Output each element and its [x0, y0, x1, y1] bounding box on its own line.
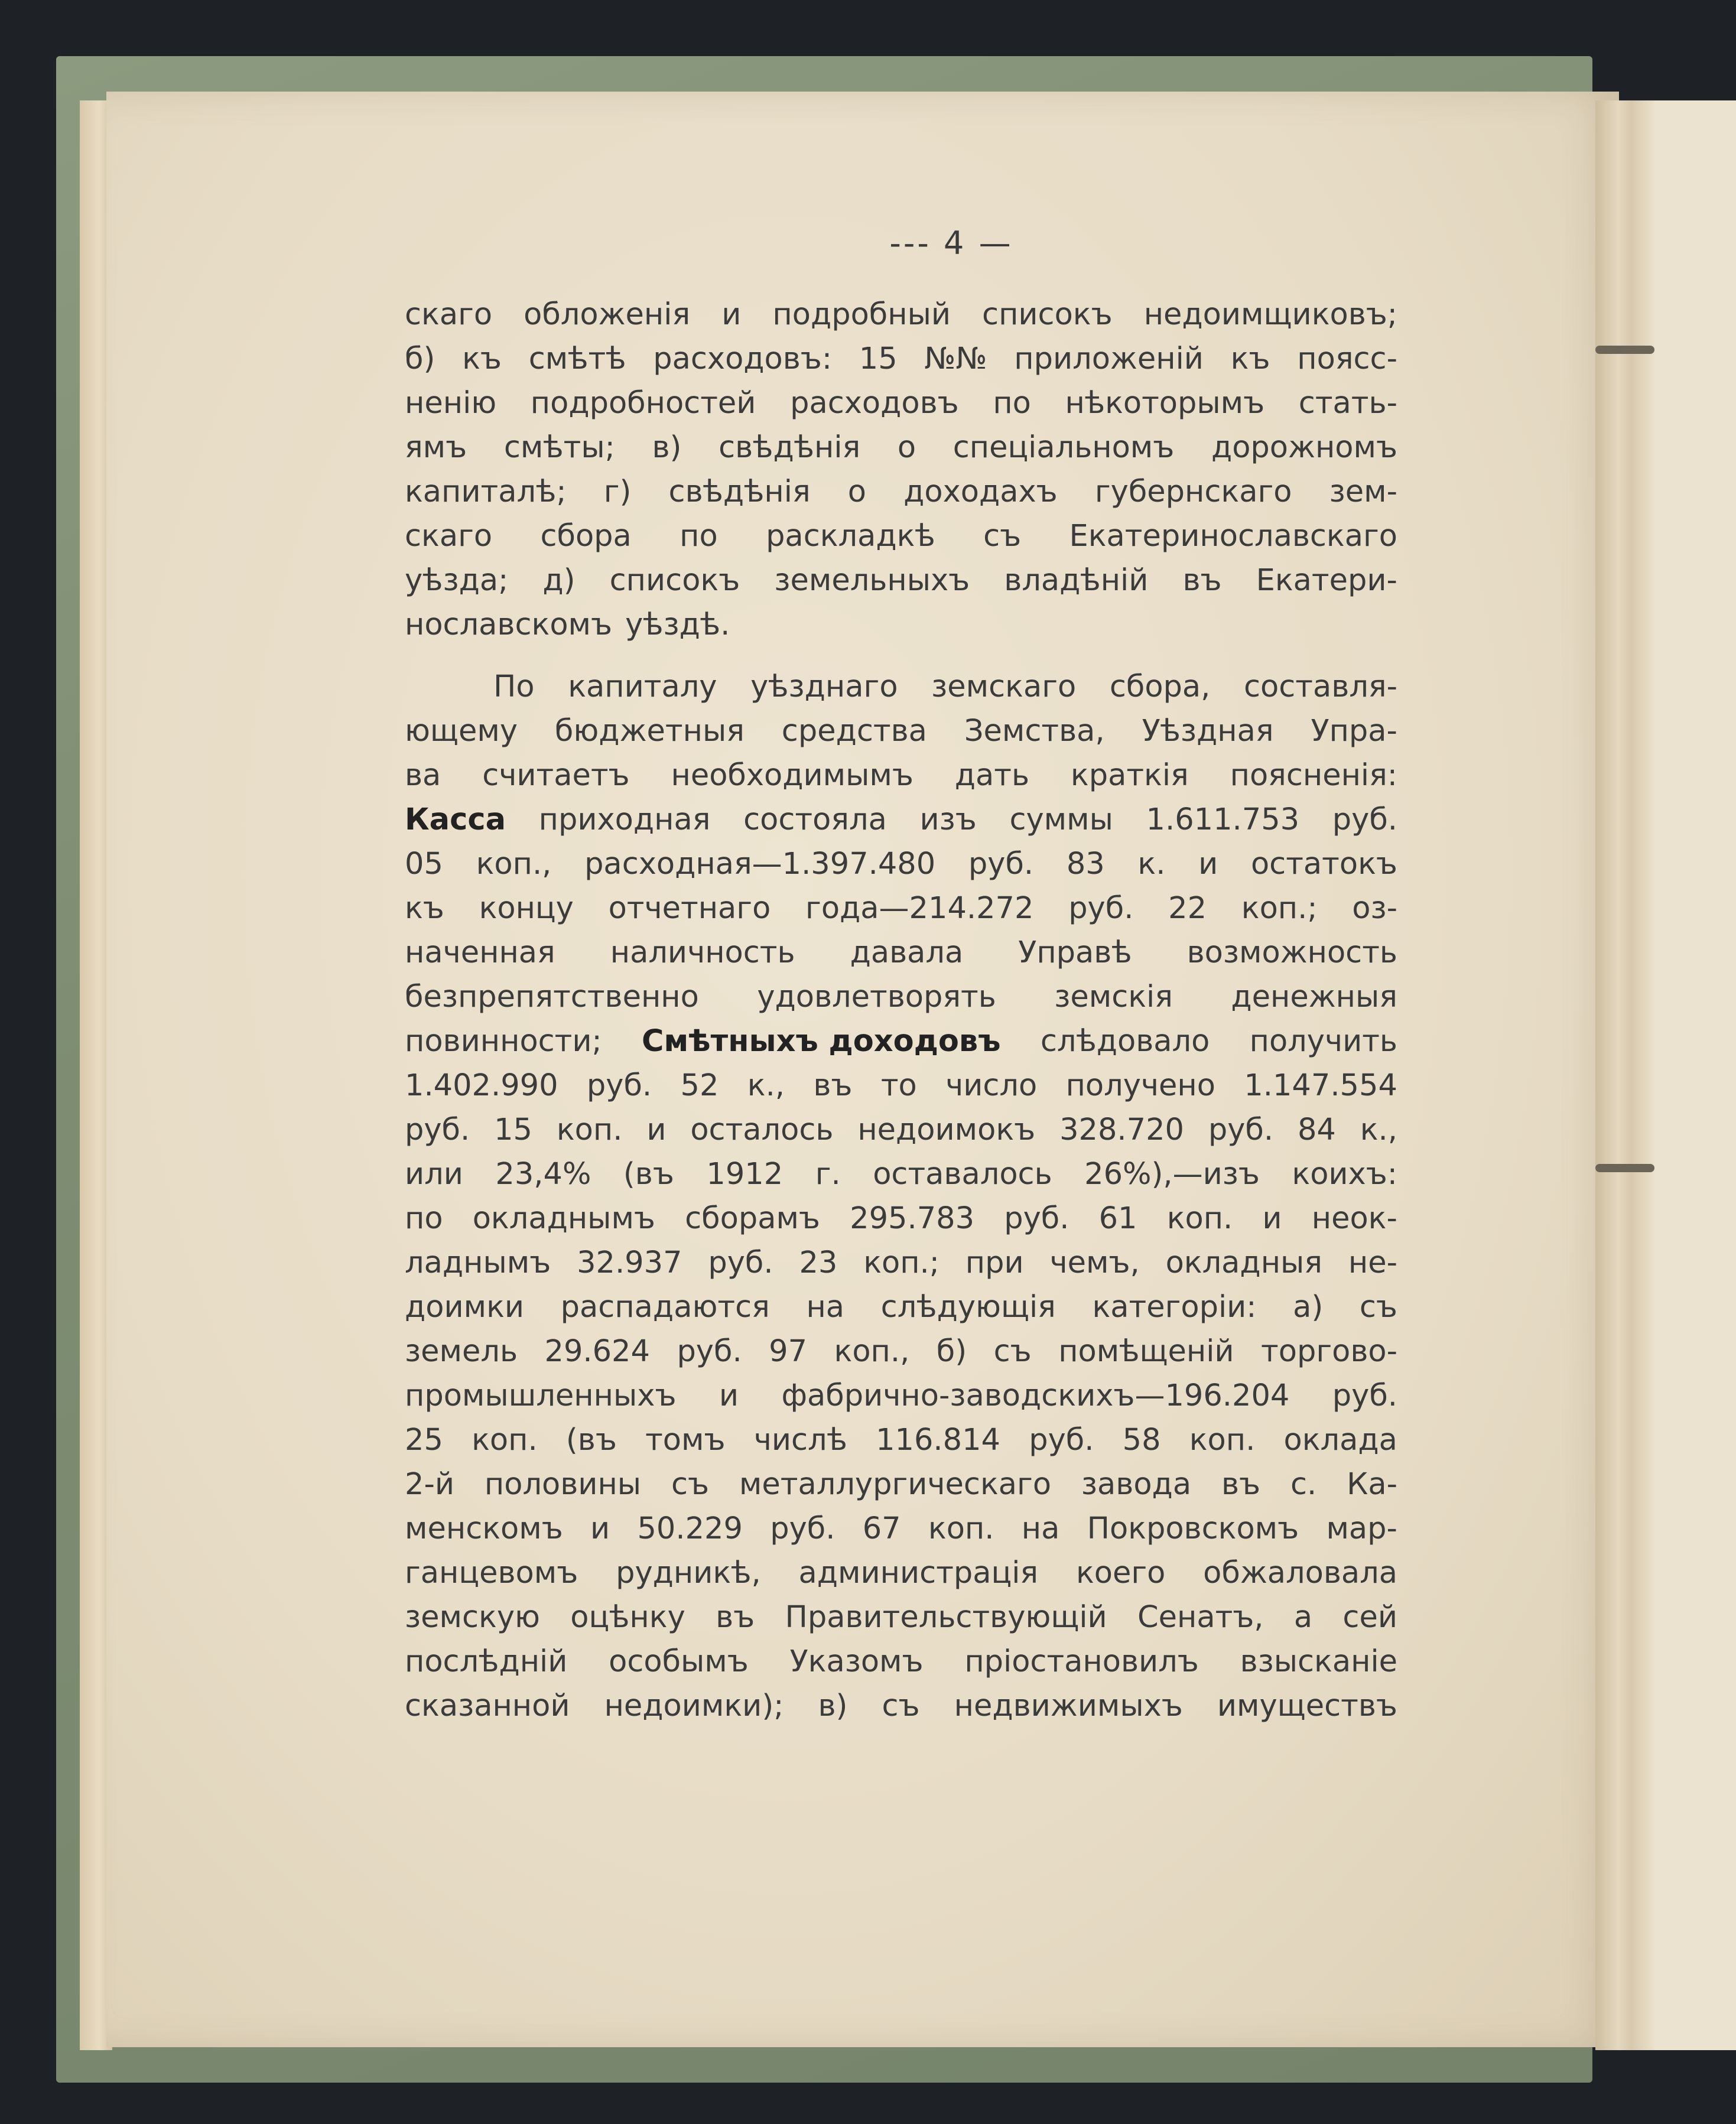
word: раскладкѣ [766, 519, 935, 554]
text-line [405, 753, 1397, 798]
word: необходимымъ [671, 758, 913, 793]
word: коп. [1166, 1201, 1233, 1236]
word: капиталѣ; [405, 474, 567, 509]
word: скаго [405, 519, 493, 554]
word: осталось [690, 1113, 834, 1147]
word: и [590, 1511, 610, 1546]
word: составля- [1244, 669, 1397, 704]
word: Упра- [1311, 714, 1397, 749]
word: и [1262, 1201, 1282, 1236]
word: давала [850, 935, 964, 970]
word: числѣ [753, 1423, 847, 1458]
word: 1.147.554 [1244, 1068, 1397, 1103]
word: помѣщеній [1058, 1334, 1234, 1369]
word: завода [1081, 1467, 1192, 1502]
word: по [993, 386, 1031, 421]
word: смѣтѣ [528, 341, 626, 376]
word: 328.720 [1059, 1113, 1184, 1147]
word: руб. [1068, 891, 1134, 926]
word: 1.611.753 [1146, 802, 1300, 837]
word: 25 [405, 1423, 443, 1458]
word: недоимки); [604, 1689, 784, 1723]
word: 295.783 [850, 1201, 975, 1236]
word: категоріи: [1092, 1290, 1257, 1325]
word: получить [1249, 1024, 1397, 1059]
text-line [405, 1551, 1397, 1595]
word: коп.; [1241, 891, 1318, 926]
word: администрація [798, 1556, 1039, 1590]
word: расходовъ: [653, 341, 833, 376]
word: считаетъ [482, 758, 630, 793]
word: капиталу [568, 669, 717, 704]
word: руб. [1332, 1378, 1397, 1413]
word: оставалось [873, 1157, 1052, 1192]
text-line [405, 1241, 1397, 1285]
word: ладнымъ [405, 1245, 551, 1280]
word: чемъ, [1049, 1245, 1140, 1280]
word: послѣдній [405, 1644, 568, 1679]
word: 1.402.990 [405, 1068, 558, 1103]
word: 61 [1098, 1201, 1137, 1236]
word: земскаго [931, 669, 1077, 704]
text-line [405, 1684, 1397, 1728]
word: сказанной [405, 1689, 570, 1723]
word: коего [1075, 1556, 1166, 1590]
text-line [405, 1196, 1397, 1241]
word: къ [1230, 341, 1270, 376]
word: д) [542, 563, 576, 598]
word: уѣздѣ. [625, 607, 730, 642]
word: ва [405, 758, 441, 793]
word: на [1021, 1511, 1060, 1546]
word: 23 [799, 1245, 838, 1280]
word: Касса [405, 802, 506, 837]
text-line [405, 292, 1397, 337]
word: доимки [405, 1290, 525, 1325]
word: уѣзднаго [750, 669, 898, 704]
word: 23,4% [495, 1157, 591, 1192]
word: остатокъ [1250, 847, 1397, 882]
word: ненію [405, 386, 497, 421]
text-line [405, 1329, 1397, 1374]
word: дать [954, 758, 1030, 793]
word: Земства, [964, 714, 1105, 749]
word: коп.; [863, 1245, 939, 1280]
word: оз- [1352, 891, 1397, 926]
word: 05 [405, 847, 443, 882]
text-line [405, 1063, 1397, 1108]
word: Указомъ [789, 1644, 924, 1679]
text-line [405, 381, 1397, 425]
word: подробностей [530, 386, 756, 421]
text-line [405, 975, 1397, 1019]
text-line [405, 1507, 1397, 1551]
text-line [405, 470, 1397, 514]
word: по [405, 1201, 443, 1236]
word: спеціальномъ [952, 430, 1175, 465]
word: обложенія [524, 297, 691, 332]
word: 15 [859, 341, 898, 376]
word: пріостановилъ [964, 1644, 1199, 1679]
word: коп. [928, 1511, 994, 1546]
word: состояла [743, 802, 887, 837]
next-page-edge [1654, 100, 1736, 2050]
binding-stitch [1595, 1164, 1654, 1172]
word: 84 [1297, 1113, 1336, 1147]
page-text [405, 292, 1397, 1728]
word: коп., [834, 1334, 910, 1369]
word: сбора [540, 519, 632, 554]
word: свѣдѣнія [668, 474, 811, 509]
word: концу [479, 891, 574, 926]
word: въ [1221, 1467, 1261, 1502]
word: зем- [1329, 474, 1397, 509]
word: поясс- [1297, 341, 1397, 376]
word: коп. [556, 1113, 623, 1147]
word: 2-й [405, 1467, 454, 1502]
word: распадаются [560, 1290, 770, 1325]
word: в) [652, 430, 682, 465]
word: по [680, 519, 718, 554]
word: 22 [1168, 891, 1207, 926]
word: приходная [538, 802, 711, 837]
word: Екатеринославскаго [1069, 519, 1397, 554]
word: а) [1293, 1290, 1324, 1325]
word: к., [1360, 1113, 1397, 1147]
word: на [806, 1290, 845, 1325]
word: 32.937 [577, 1245, 682, 1280]
word: недоимокъ [857, 1113, 1036, 1147]
word: и [721, 297, 742, 332]
word: коихъ: [1292, 1157, 1397, 1192]
word: в) [818, 1689, 848, 1723]
word: 29.624 [544, 1334, 650, 1369]
word: сей [1342, 1600, 1397, 1635]
word: бюджетныя [554, 714, 745, 749]
word: недоимщиковъ; [1143, 297, 1397, 332]
text-line [405, 1152, 1397, 1196]
word: (въ [565, 1423, 617, 1458]
word: недвижимыхъ [954, 1689, 1183, 1723]
text-line [405, 1019, 1397, 1063]
word: въ [1182, 563, 1222, 598]
text-line [405, 1595, 1397, 1640]
text-line [405, 1462, 1397, 1507]
word: фабрично-заводскихъ—196.204 [781, 1378, 1290, 1413]
word: особымъ [609, 1644, 749, 1679]
word: съ [882, 1689, 920, 1723]
word: списокъ [982, 297, 1113, 332]
word: нѣкоторымъ [1065, 386, 1265, 421]
word: повинности; [405, 1024, 602, 1059]
word: то [880, 1068, 917, 1103]
word: къ [462, 341, 502, 376]
word: земскія [1054, 980, 1173, 1014]
text-line [405, 1418, 1397, 1462]
word: №№ [924, 341, 987, 376]
word: слѣдующія [880, 1290, 1056, 1325]
word: земельныхъ [774, 563, 970, 598]
word: неок- [1311, 1201, 1397, 1236]
word: сборамъ [685, 1201, 820, 1236]
word: о [847, 474, 866, 509]
word: ямъ [405, 430, 467, 465]
text-line [405, 709, 1397, 753]
word: владѣній [1004, 563, 1149, 598]
binding-stitch [1595, 346, 1654, 354]
word: б) [936, 1334, 967, 1369]
word: дорожномъ [1211, 430, 1397, 465]
word: удовлетворять [757, 980, 996, 1014]
word: (въ [623, 1157, 674, 1192]
text-line [405, 514, 1397, 558]
word: къ [405, 891, 444, 926]
word: доходахъ [903, 474, 1058, 509]
word: сбора, [1109, 669, 1211, 704]
word: к., [747, 1068, 785, 1103]
word: слѣдовало [1040, 1024, 1210, 1059]
word: Уѣздная [1142, 714, 1274, 749]
word: а [1293, 1600, 1313, 1635]
word: коп. [1189, 1423, 1256, 1458]
word: 15 [494, 1113, 532, 1147]
text-line [405, 665, 1397, 709]
word: коп., [476, 847, 552, 882]
word: Правительствующій [785, 1600, 1107, 1635]
word: получено [1065, 1068, 1215, 1103]
text-line [405, 1285, 1397, 1329]
word: съ [983, 519, 1022, 554]
word: подробный [772, 297, 951, 332]
word: окладнымъ [472, 1201, 655, 1236]
word: руб. [677, 1334, 742, 1369]
word: губернскаго [1094, 474, 1292, 509]
word: Управѣ [1018, 935, 1132, 970]
word: Смѣтныхъ доходовъ [642, 1024, 1001, 1059]
text-line [405, 842, 1397, 886]
word: краткія [1070, 758, 1189, 793]
text-line [405, 1108, 1397, 1152]
word: Ка- [1347, 1467, 1397, 1502]
word: менскомъ [405, 1511, 563, 1546]
word: с. [1290, 1467, 1317, 1502]
word: окладныя [1165, 1245, 1322, 1280]
word: при [965, 1245, 1024, 1280]
word: имуществъ [1217, 1689, 1397, 1723]
text-line [405, 1374, 1397, 1418]
word: 97 [769, 1334, 808, 1369]
word: Сенатъ, [1137, 1600, 1264, 1635]
word: и [719, 1378, 739, 1413]
text-line [405, 886, 1397, 931]
paragraph-gap [405, 647, 1397, 665]
word: 1912 [706, 1157, 784, 1192]
word: свѣдѣнія [719, 430, 861, 465]
word: въ [813, 1068, 853, 1103]
word: 83 [1066, 847, 1105, 882]
word: 67 [862, 1511, 901, 1546]
word: изъ [919, 802, 977, 837]
word: съ [1359, 1290, 1397, 1325]
word: руб. [1029, 1423, 1094, 1458]
word: земскую [405, 1600, 540, 1635]
word: ганцевомъ [405, 1556, 578, 1590]
word: коп. [472, 1423, 538, 1458]
word: руб. [1208, 1113, 1274, 1147]
word: руб. [586, 1068, 652, 1103]
word: земель [405, 1334, 518, 1369]
text-line [405, 931, 1397, 975]
word: не- [1348, 1245, 1397, 1280]
word: съ [671, 1467, 710, 1502]
word: руб. [1004, 1201, 1069, 1236]
word: о [897, 430, 916, 465]
word: года—214.272 [805, 891, 1034, 926]
word: наличность [610, 935, 795, 970]
word: По [493, 669, 535, 704]
word: б) [405, 341, 435, 376]
word: рудникѣ, [616, 1556, 761, 1590]
word: 52 [680, 1068, 719, 1103]
word: скаго [405, 297, 493, 332]
word: смѣты; [503, 430, 615, 465]
word: и [646, 1113, 667, 1147]
word: ющему [405, 714, 518, 749]
word: возможность [1186, 935, 1397, 970]
word: въ [716, 1600, 755, 1635]
word: 58 [1122, 1423, 1161, 1458]
word: расходная—1.397.480 [584, 847, 936, 882]
word: руб. [405, 1113, 470, 1147]
word: или [405, 1157, 463, 1192]
word: уѣзда; [405, 563, 509, 598]
word: приложеній [1014, 341, 1204, 376]
word: число [945, 1068, 1038, 1103]
page-number: --- 4 — [889, 225, 1013, 262]
word: стать- [1298, 386, 1397, 421]
word: списокъ [609, 563, 740, 598]
text-line [405, 337, 1397, 381]
word: безпрепятственно [405, 980, 699, 1014]
text-line [405, 603, 1397, 647]
word: съ [993, 1334, 1032, 1369]
text-line [405, 798, 1397, 842]
word: обжаловала [1203, 1556, 1397, 1590]
word: 116.814 [876, 1423, 1000, 1458]
book-gutter [1595, 100, 1660, 2050]
word: суммы [1009, 802, 1113, 837]
word: руб. [708, 1245, 773, 1280]
word: наченная [405, 935, 555, 970]
word: руб. [770, 1511, 836, 1546]
word: 50.229 [637, 1511, 743, 1546]
word: расходовъ [790, 386, 959, 421]
word: 26%),—изъ [1084, 1157, 1260, 1192]
word: г. [815, 1157, 841, 1192]
word: отчетнаго [608, 891, 771, 926]
word: Покровскомъ [1087, 1511, 1299, 1546]
word: руб. [968, 847, 1034, 882]
text-line [405, 1640, 1397, 1684]
word: нославскомъ [405, 607, 613, 642]
word: мар- [1326, 1511, 1397, 1546]
word: металлургическаго [739, 1467, 1052, 1502]
word: Екатери- [1256, 563, 1397, 598]
word: к. [1137, 847, 1166, 882]
word: томъ [645, 1423, 726, 1458]
word: оцѣнку [570, 1600, 685, 1635]
text-line [405, 558, 1397, 603]
word: денежныя [1231, 980, 1397, 1014]
word: половины [484, 1467, 642, 1502]
word: взысканіе [1240, 1644, 1397, 1679]
word: средства [781, 714, 927, 749]
word: и [1198, 847, 1218, 882]
text-line [405, 425, 1397, 470]
word: руб. [1332, 802, 1397, 837]
word: поясненія: [1230, 758, 1397, 793]
word: торгово- [1261, 1334, 1397, 1369]
word: оклада [1283, 1423, 1397, 1458]
word: г) [603, 474, 632, 509]
word: промышленныхъ [405, 1378, 677, 1413]
